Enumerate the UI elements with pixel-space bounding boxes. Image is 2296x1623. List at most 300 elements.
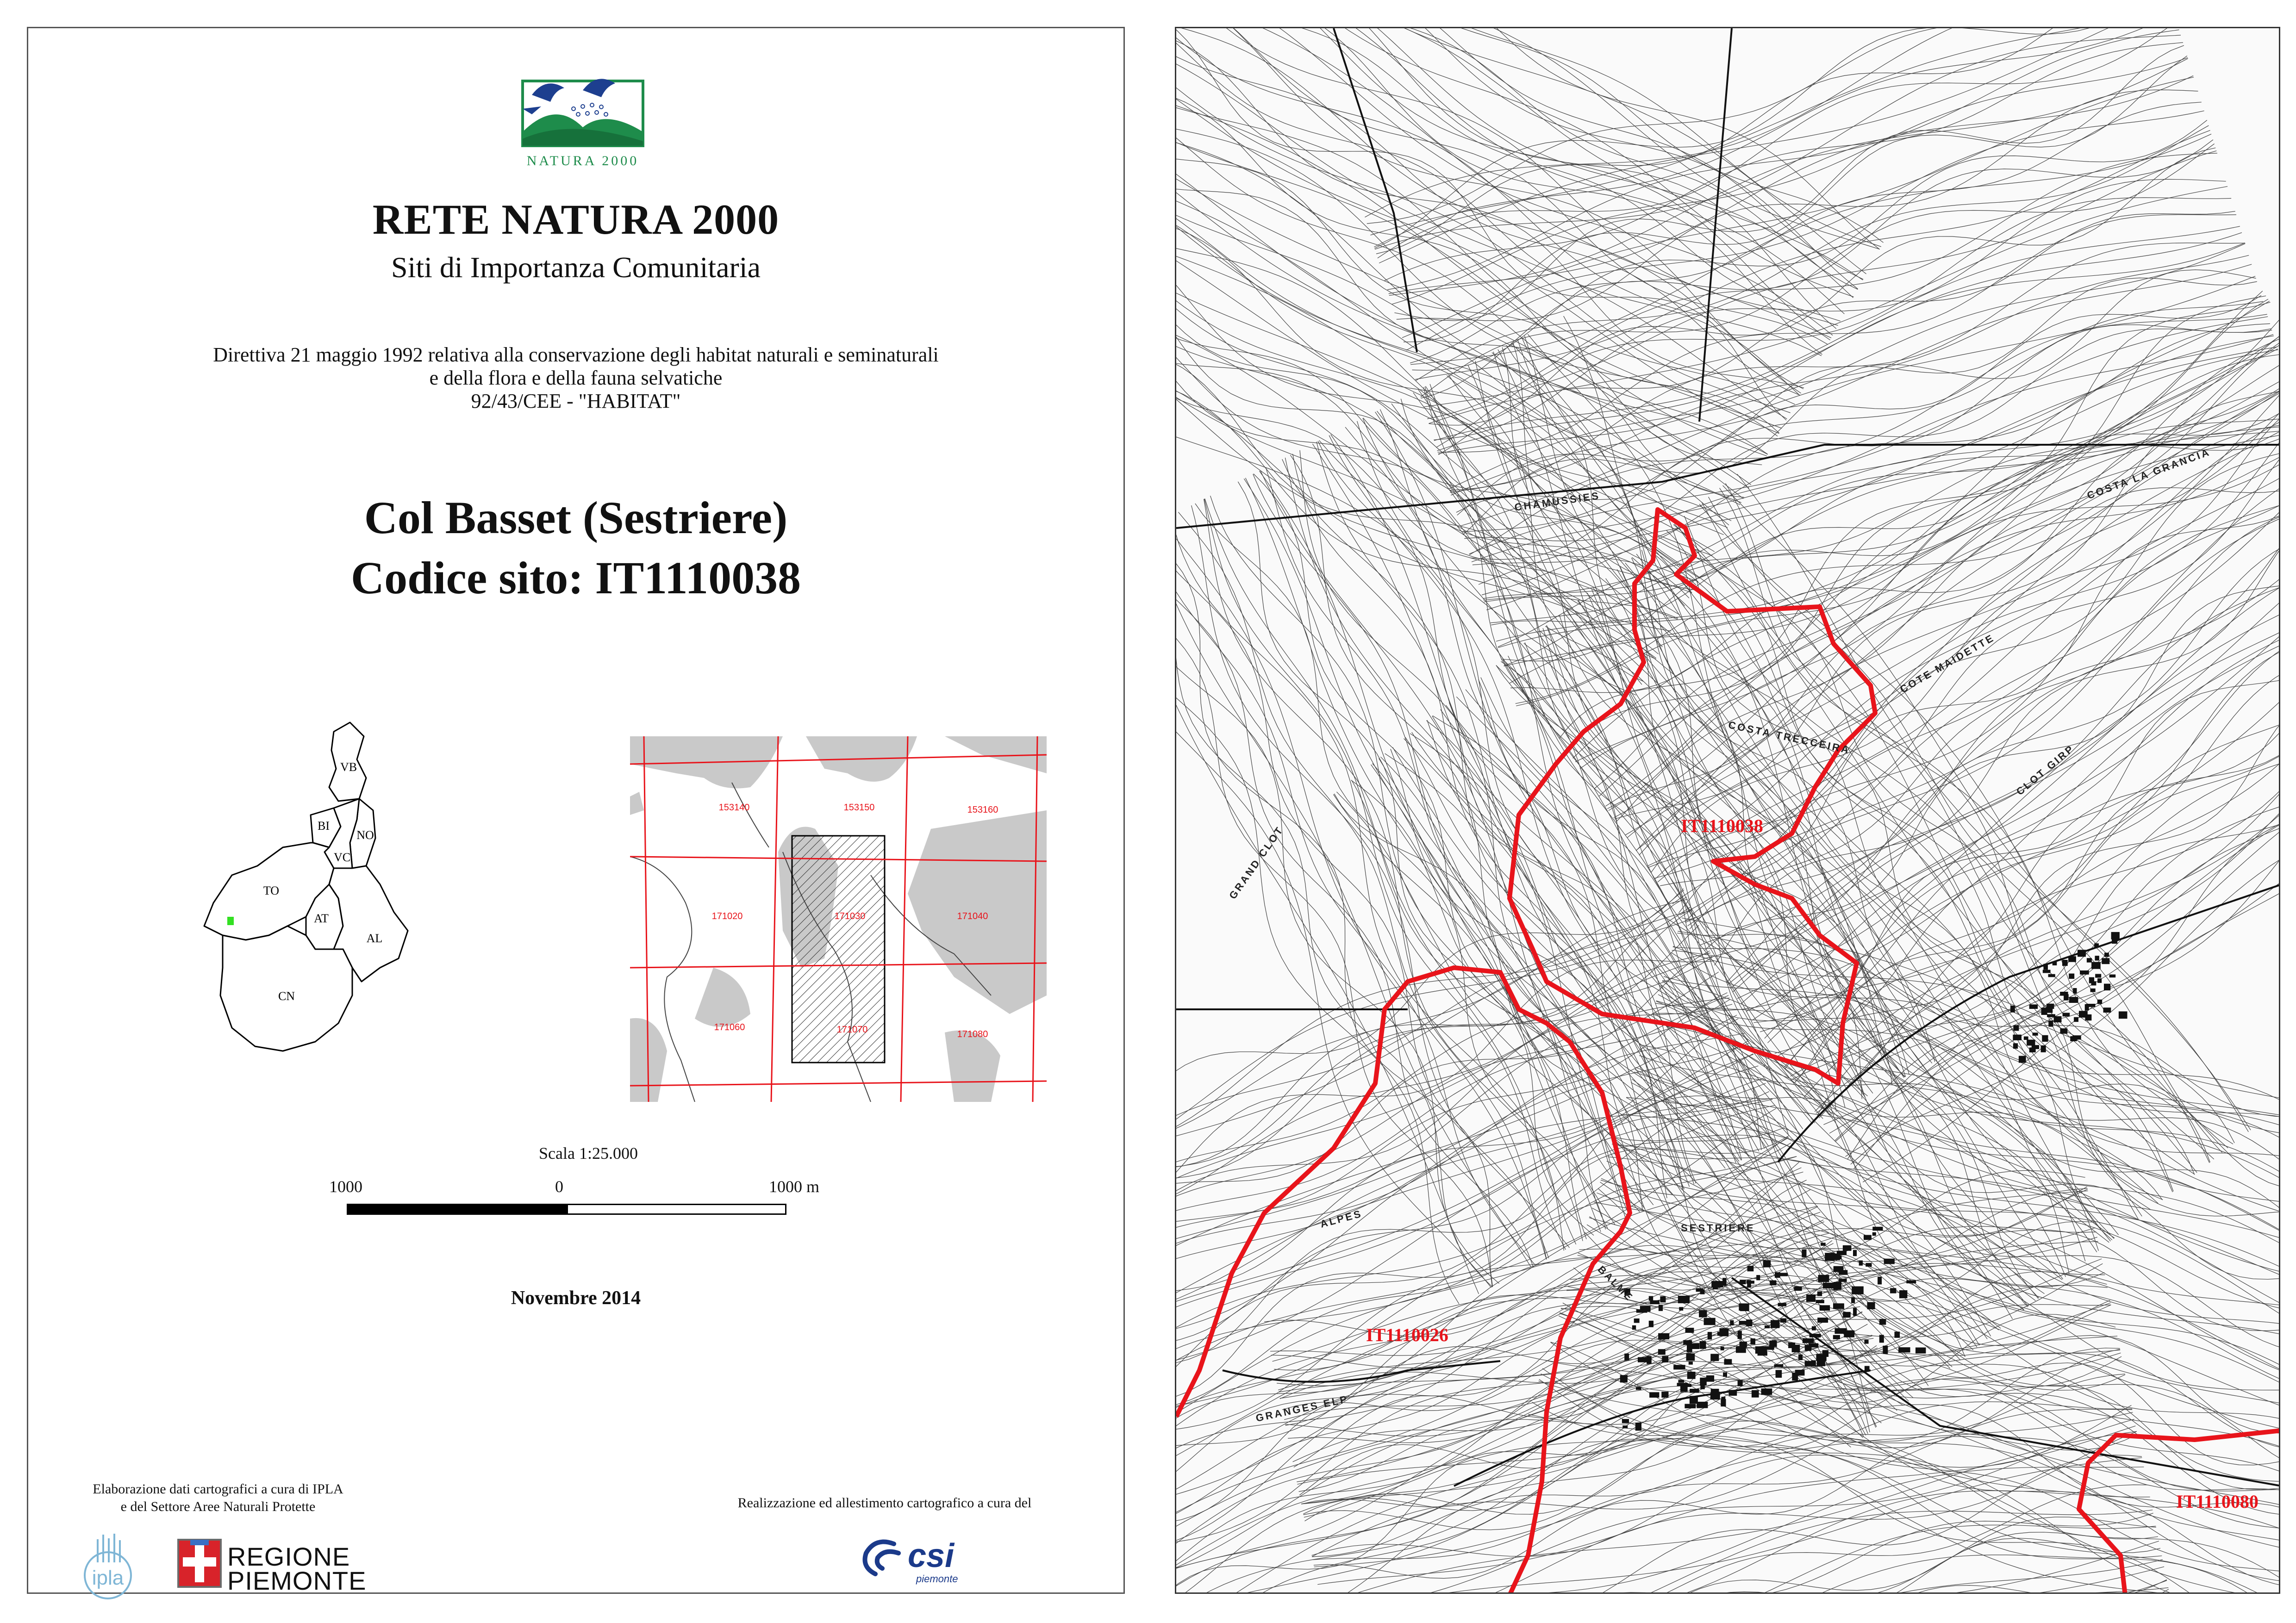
building	[2032, 1045, 2039, 1049]
building	[1879, 1319, 1886, 1325]
contour-line	[1486, 350, 2278, 610]
contour-line	[1176, 1128, 1784, 1425]
building	[1770, 1281, 1776, 1286]
building	[1821, 1243, 1826, 1246]
site-label-it1110038: IT1110038	[1681, 815, 1763, 836]
contour-line	[1617, 569, 2110, 1241]
building	[2033, 1032, 2038, 1036]
building	[1658, 1333, 1669, 1339]
building	[1689, 1362, 1693, 1365]
building	[1812, 1326, 1816, 1331]
contour-line	[1367, 28, 2161, 224]
building	[1890, 1288, 1896, 1293]
building	[1816, 1300, 1824, 1303]
contour-line	[1176, 28, 1801, 393]
site-label-it1110026: IT1110026	[1366, 1325, 1448, 1345]
publication-date: Novembre 2014	[511, 1287, 641, 1309]
building	[1872, 1232, 1876, 1236]
scale-bar-black-segment	[347, 1204, 567, 1215]
building	[1658, 1349, 1666, 1355]
building	[1622, 1419, 1629, 1423]
sheet-label: 171060	[714, 1022, 745, 1032]
building	[1839, 1279, 1847, 1282]
building	[2074, 1017, 2078, 1022]
building	[1710, 1354, 1719, 1361]
contour-line	[1176, 1162, 1799, 1518]
building	[1865, 1340, 1869, 1344]
building	[2090, 989, 2096, 992]
contour-line	[1516, 444, 2280, 706]
building	[1636, 1387, 1641, 1390]
building	[2048, 974, 2055, 977]
building	[1635, 1423, 1641, 1430]
building	[1906, 1280, 1916, 1283]
building	[1719, 1328, 1728, 1336]
building	[1736, 1347, 1746, 1353]
building	[1636, 1309, 1647, 1312]
contour-line	[1176, 531, 1493, 1287]
contour-line	[1570, 1275, 2281, 1516]
building	[1878, 1277, 1882, 1285]
building	[1747, 1281, 1754, 1284]
contour-line	[1322, 1431, 2137, 1594]
place-label: GRANGES ELP	[1254, 1393, 1350, 1424]
contour-line	[1613, 1141, 2280, 1368]
building	[2010, 1006, 2015, 1013]
building	[1738, 1331, 1742, 1339]
building	[1853, 1250, 1857, 1256]
building	[1833, 1335, 1840, 1339]
building	[2068, 956, 2076, 962]
province-label: AT	[314, 912, 329, 925]
building	[2053, 962, 2057, 965]
building	[1662, 1356, 1668, 1362]
building	[1883, 1346, 1888, 1354]
contour-line	[1349, 1579, 2166, 1594]
building	[2024, 1037, 2028, 1040]
building	[1839, 1270, 1847, 1275]
regione-logo-line-2: PIEMONTE	[227, 1566, 367, 1595]
contour-line	[1266, 467, 1640, 1212]
building	[1706, 1375, 1714, 1382]
building	[1818, 1275, 1829, 1282]
building	[2060, 1028, 2068, 1034]
building	[1798, 1355, 1803, 1360]
building	[2063, 1013, 2070, 1016]
building	[2119, 1011, 2128, 1019]
building	[2041, 1045, 2046, 1052]
building	[1638, 1357, 1650, 1362]
regione-piemonte-logo	[176, 1538, 367, 1595]
contour-line	[1337, 1555, 2162, 1594]
building	[2073, 988, 2077, 994]
building	[1822, 1350, 1828, 1357]
building	[1740, 1280, 1746, 1284]
building	[1794, 1287, 1802, 1291]
contour-line	[1673, 947, 2280, 1196]
building	[1806, 1294, 1816, 1302]
contour-line	[1397, 90, 2198, 321]
contour-line	[1176, 58, 1767, 456]
building	[2085, 1004, 2089, 1011]
building	[1721, 1399, 1726, 1406]
page-subtitle: Siti di Importanza Comunitaria	[391, 251, 761, 284]
building	[2029, 1004, 2038, 1009]
sheet-label: 171020	[711, 911, 743, 921]
building	[1758, 1351, 1767, 1356]
building	[1746, 1319, 1752, 1326]
place-label: COTE MAIDETTE	[1898, 631, 1997, 696]
contour-line	[1434, 179, 2226, 440]
contour-line	[1176, 134, 1724, 535]
csi-logo-text: csi	[908, 1537, 955, 1574]
town-buildings	[1620, 932, 2128, 1430]
building	[1659, 1305, 1663, 1311]
building	[1817, 1361, 1825, 1367]
building	[1771, 1320, 1780, 1328]
building	[1867, 1302, 1875, 1310]
building	[1895, 1331, 1900, 1337]
contour-line	[1410, 134, 2211, 365]
contour-line	[1176, 1283, 1850, 1594]
building	[1884, 1259, 1895, 1264]
site-label-it1110080: IT1110080	[2176, 1491, 2259, 1512]
place-label: CLOT GIRP	[2014, 742, 2077, 798]
sheet-label: 153140	[718, 802, 750, 813]
building	[2070, 1036, 2077, 1041]
building	[1683, 1340, 1692, 1345]
contour-line	[1510, 479, 2280, 693]
building	[2078, 950, 2086, 957]
place-label: BALME	[1595, 1263, 1636, 1304]
building	[1751, 1338, 1756, 1344]
contour-lines	[1176, 28, 2280, 1594]
contour-line	[1176, 28, 1863, 280]
building	[1859, 1261, 1863, 1266]
scale-bar-white-segment	[567, 1204, 786, 1215]
contour-line	[1339, 1532, 2158, 1594]
building	[2103, 1007, 2111, 1013]
contour-line	[1176, 28, 1786, 420]
building	[1765, 1346, 1774, 1350]
building	[1678, 1296, 1690, 1303]
credit-line-3: Realizzazione ed allestimento cartografico a cura del	[737, 1495, 1032, 1511]
building	[1802, 1250, 1806, 1257]
contour-line	[1768, 557, 2281, 1043]
building	[1756, 1275, 1760, 1280]
contour-line	[1578, 600, 2096, 1252]
site-location-marker	[227, 917, 234, 925]
building	[1673, 1365, 1685, 1369]
contour-line	[1410, 102, 2202, 363]
piemonte-region-map	[176, 709, 436, 1116]
road-line	[1223, 1361, 1500, 1382]
contour-line	[1639, 1056, 2280, 1295]
building	[1872, 1227, 1883, 1231]
building	[2069, 997, 2078, 1003]
regione-logo-line-1: REGIONE	[227, 1542, 350, 1571]
building	[1723, 1373, 1727, 1377]
province-label: CN	[278, 989, 295, 1003]
contour-line	[1312, 1374, 2125, 1557]
building	[1820, 1305, 1830, 1311]
contour-line	[1176, 951, 1710, 1304]
contour-line	[1673, 946, 2280, 1151]
site-code: Codice sito: IT1110038	[350, 552, 801, 603]
building	[1697, 1402, 1708, 1408]
contour-line	[1253, 474, 1630, 1217]
building	[2095, 956, 2099, 960]
contour-line	[1528, 1414, 2280, 1594]
building	[1899, 1290, 1908, 1298]
building	[1847, 1331, 1854, 1336]
building	[2104, 953, 2109, 957]
ipla-logo	[79, 1530, 139, 1599]
contour-line	[1564, 316, 1932, 1063]
building	[2091, 962, 2101, 969]
contour-line	[1176, 1004, 1732, 1314]
contour-line	[1176, 126, 1740, 505]
building	[1833, 1303, 1844, 1309]
sheet-label: 153160	[967, 805, 998, 815]
building	[1622, 1425, 1628, 1428]
building	[1843, 1245, 1852, 1251]
scale-bar	[347, 1204, 786, 1215]
contour-line	[1176, 193, 1692, 593]
building	[2097, 1000, 2102, 1004]
building	[2046, 1007, 2053, 1013]
province-label: TO	[263, 884, 280, 897]
building	[1721, 1347, 1724, 1350]
contour-line	[1573, 301, 2270, 759]
credit-line-1: Elaborazione dati cartografici a cura di IPLA	[93, 1481, 343, 1497]
building	[2064, 994, 2069, 1000]
directive-line-2: e della flora e della fauna selvatiche	[429, 367, 723, 389]
building	[1851, 1297, 1855, 1303]
sheet-label: 153150	[843, 802, 875, 813]
contour-line	[1176, 104, 1741, 503]
contour-line	[1176, 909, 1692, 1264]
contour-line	[1330, 1510, 2153, 1594]
place-label: COSTA LA GRANCIA	[2085, 446, 2212, 502]
building	[2069, 974, 2074, 979]
building	[1700, 1290, 1705, 1294]
contour-line	[1260, 470, 1653, 1205]
building	[2091, 981, 2096, 985]
building	[1778, 1273, 1788, 1276]
contour-line	[1429, 148, 2216, 425]
contour-line	[1176, 540, 1533, 1267]
building	[1752, 1390, 1759, 1398]
building	[1778, 1303, 1787, 1306]
building	[1634, 1318, 1640, 1323]
building	[2104, 984, 2110, 991]
contour-line	[1728, 533, 2280, 984]
contour-line	[1176, 28, 1841, 321]
building	[1898, 1347, 1910, 1352]
building	[1853, 1308, 1857, 1316]
scale-zero-value: 0	[555, 1177, 563, 1196]
contour-line	[1503, 660, 2028, 1306]
building	[1864, 1235, 1872, 1240]
building	[1687, 1372, 1696, 1379]
contour-line	[1715, 486, 2280, 965]
building	[1817, 1292, 1822, 1296]
building	[1686, 1353, 1695, 1361]
sheet-grid-map	[630, 736, 1047, 1102]
building	[2062, 960, 2068, 966]
contour-line	[1498, 387, 2280, 647]
scale-label: Scala 1:25.000	[539, 1144, 638, 1163]
contour-line	[1176, 37, 1795, 404]
building	[1792, 1345, 1800, 1352]
contour-line	[1680, 441, 2280, 915]
building	[1915, 1348, 1926, 1354]
contour-line	[1176, 28, 1854, 297]
building	[2042, 1035, 2048, 1042]
building	[2085, 1014, 2091, 1020]
building	[2111, 932, 2120, 939]
contour-line	[1176, 958, 1712, 1281]
contour-line	[1517, 340, 1904, 1077]
place-label: COSTA TRECCEIRA	[1727, 719, 1852, 756]
topographic-map-canvas	[1176, 28, 2280, 1594]
contour-line	[1176, 104, 1729, 525]
building	[1679, 1307, 1683, 1311]
building	[1765, 1325, 1770, 1328]
place-label: GRAND CLOT	[1227, 824, 1286, 902]
contour-line	[1375, 35, 2181, 249]
building	[2087, 958, 2092, 963]
contour-line	[1658, 537, 2195, 1175]
csi-logo-subtext: piemonte	[916, 1573, 958, 1585]
building	[1832, 1256, 1842, 1259]
contour-line	[1846, 710, 2281, 1157]
contour-line	[1421, 140, 2213, 398]
csi-piemonte-logo	[857, 1532, 977, 1592]
contour-line	[1427, 153, 2217, 419]
contour-line	[1176, 1096, 1772, 1389]
contour-line	[1324, 1455, 2142, 1594]
building	[2102, 958, 2109, 964]
scale-left-value: 1000	[329, 1177, 362, 1196]
sheet-label: 171080	[957, 1029, 988, 1039]
contour-line	[1176, 529, 1531, 1267]
contour-line	[1404, 56, 2187, 342]
building	[1729, 1390, 1737, 1396]
building	[1747, 1266, 1754, 1271]
building	[1649, 1296, 1653, 1301]
building	[1704, 1318, 1716, 1325]
contour-line	[1795, 603, 2280, 1082]
contour-line	[1326, 1431, 2137, 1594]
building	[1803, 1338, 1814, 1343]
building	[1805, 1345, 1811, 1351]
natura-2000-logo	[513, 62, 652, 172]
place-label: ALPES	[1319, 1207, 1364, 1230]
natura-logo-text: NATURA 2000	[526, 153, 639, 168]
contour-line	[1176, 1078, 1764, 1443]
contour-line	[1863, 699, 2280, 1182]
building	[1866, 1263, 1872, 1267]
building	[1680, 1385, 1688, 1392]
contour-line	[1312, 1402, 2132, 1557]
building	[1620, 1375, 1628, 1382]
credit-line-2: e del Settore Aree Naturali Protette	[120, 1499, 316, 1514]
building	[1624, 1354, 1629, 1361]
contour-line	[1176, 1033, 1745, 1365]
building	[2080, 970, 2089, 975]
building	[1763, 1260, 1771, 1267]
building	[1843, 1312, 1851, 1318]
building	[1700, 1341, 1706, 1349]
building	[1834, 1282, 1841, 1290]
contour-line	[1176, 28, 1881, 247]
place-label: SESTRIERE	[1681, 1222, 1755, 1234]
building	[1632, 1325, 1636, 1330]
building	[1780, 1318, 1786, 1323]
building	[2109, 975, 2116, 978]
building	[1711, 1389, 1719, 1396]
contour-line	[1176, 52, 1782, 429]
place-label: CHAMUSSIES	[1514, 490, 1601, 513]
building	[1724, 1359, 1732, 1365]
building	[1809, 1334, 1821, 1337]
building	[1650, 1300, 1660, 1305]
contour-line	[1472, 335, 2273, 562]
building	[2027, 1040, 2035, 1046]
building	[2095, 974, 2101, 978]
contour-line	[1176, 197, 1696, 585]
building	[2044, 964, 2048, 970]
building	[1649, 1321, 1653, 1327]
building	[1805, 1361, 1816, 1366]
contour-line	[1498, 425, 2280, 648]
building	[2014, 1025, 2019, 1031]
building	[1852, 1287, 1864, 1294]
contour-line	[1760, 575, 2280, 1032]
scale-right-value: 1000 m	[769, 1177, 820, 1196]
contour-line	[1625, 367, 2280, 835]
contour-line	[1176, 537, 1492, 1287]
page-title: RETE NATURA 2000	[372, 196, 780, 243]
building	[2097, 978, 2102, 983]
sheet-label: 171030	[834, 911, 866, 921]
directive-line-3: 92/43/CEE - "HABITAT"	[471, 390, 681, 412]
contour-line	[1343, 1541, 2159, 1594]
contour-line	[1204, 499, 1583, 1241]
province-label: VC	[333, 851, 351, 864]
building	[1690, 1389, 1699, 1393]
info-panel	[27, 27, 1125, 1594]
building	[1823, 1283, 1834, 1288]
contour-line	[1394, 45, 2184, 321]
province-label: AL	[366, 932, 383, 945]
directive-line-1: Direttiva 21 maggio 1992 relativa alla conservazione degli habitat naturali e seminaturali	[213, 343, 939, 366]
building	[1649, 1392, 1659, 1398]
building	[1835, 1328, 1847, 1334]
building	[1795, 1370, 1805, 1376]
contour-line	[1316, 442, 1685, 1189]
building	[1730, 1320, 1734, 1325]
contour-line	[1176, 890, 1684, 1190]
building	[1661, 1392, 1668, 1398]
building	[1776, 1370, 1782, 1378]
ipla-logo-text: ipla	[92, 1567, 124, 1589]
building	[1685, 1328, 1694, 1333]
contour-line	[1491, 378, 2280, 623]
sheet-label: 171040	[957, 911, 988, 921]
